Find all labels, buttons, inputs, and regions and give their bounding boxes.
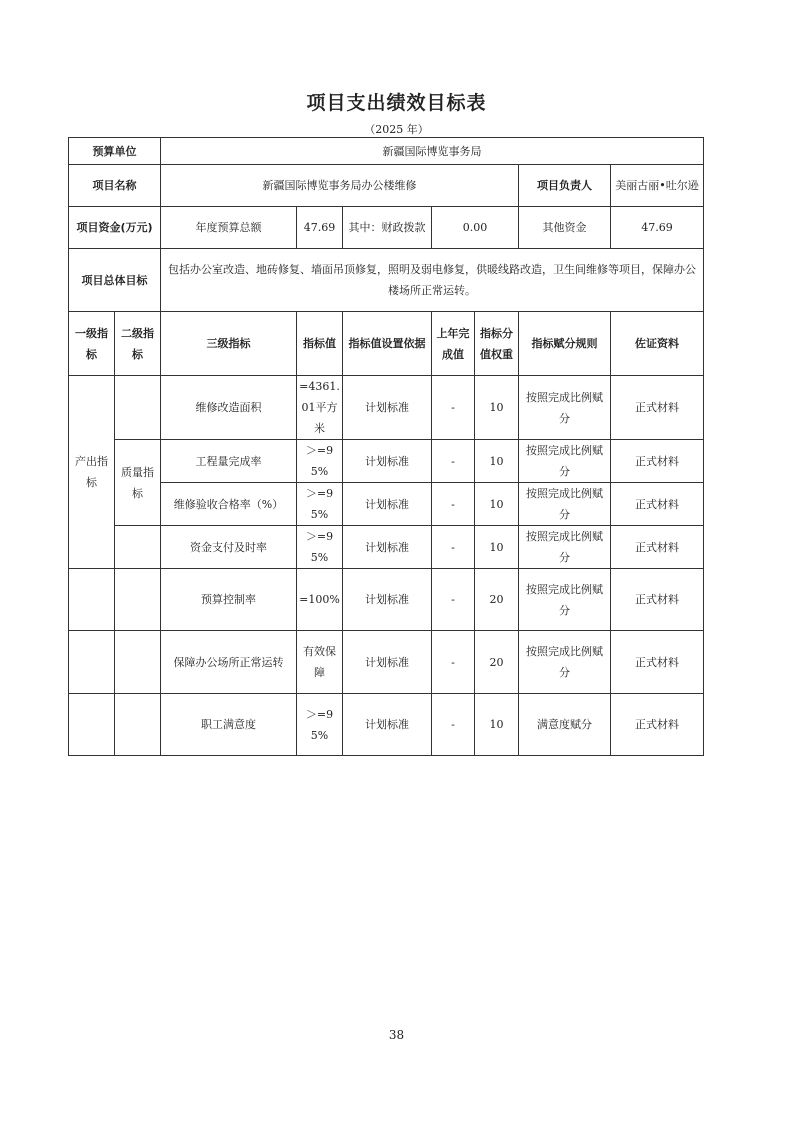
- fund-label: 项目资金(万元): [69, 207, 161, 249]
- col-value: 指标值: [297, 312, 343, 376]
- indicator-basis: 计划标准: [343, 483, 432, 526]
- table-row: [69, 376, 704, 440]
- indicator-evidence: 正式材料: [611, 440, 704, 483]
- table-row: [69, 631, 704, 694]
- level2-cell-empty: [115, 376, 161, 440]
- indicator-rule: 按照完成比例赋分: [519, 483, 611, 526]
- indicator-last-year: -: [432, 440, 475, 483]
- fiscal-label: 其中：财政拨款: [343, 207, 432, 249]
- page-number: 38: [388, 1028, 405, 1042]
- col-level2: 二级指标: [115, 312, 161, 376]
- project-name-label: 项目名称: [69, 165, 161, 207]
- level2-cell-empty: [115, 631, 161, 694]
- indicator-weight: 10: [475, 376, 519, 440]
- indicator-value: ＞=95%: [297, 694, 343, 756]
- other-funds-value: 47.69: [611, 207, 704, 249]
- project-owner-value: 美丽古丽•吐尔逊: [611, 165, 704, 207]
- indicator-last-year: -: [432, 631, 475, 694]
- indicator-last-year: -: [432, 526, 475, 569]
- table-row: [69, 483, 704, 526]
- indicator-weight: 10: [475, 694, 519, 756]
- indicator-basis: 计划标准: [343, 569, 432, 631]
- indicator-basis: 计划标准: [343, 526, 432, 569]
- indicator-rule: 满意度赋分: [519, 694, 611, 756]
- indicator-rule: 按照完成比例赋分: [519, 440, 611, 483]
- indicator-rule: 按照完成比例赋分: [519, 631, 611, 694]
- page-title: 项目支出绩效目标表: [306, 92, 487, 114]
- indicator-value: ＞=95%: [297, 483, 343, 526]
- fiscal-value: 0.00: [432, 207, 519, 249]
- indicator-basis: 计划标准: [343, 631, 432, 694]
- indicator-basis: 计划标准: [343, 376, 432, 440]
- indicator-last-year: -: [432, 483, 475, 526]
- indicator-name: 维修验收合格率（%）: [161, 483, 297, 526]
- goal-row: [69, 249, 704, 312]
- project-name-value: 新疆国际博览事务局办公楼维修: [161, 165, 519, 207]
- project-owner-label: 项目负责人: [519, 165, 611, 207]
- level2-cell: 质量指标: [115, 440, 161, 526]
- level2-cell-empty: [115, 569, 161, 631]
- indicator-evidence: 正式材料: [611, 376, 704, 440]
- indicator-basis: 计划标准: [343, 440, 432, 483]
- indicator-weight: 20: [475, 569, 519, 631]
- unit-value: 新疆国际博览事务局: [161, 138, 704, 165]
- table-row: [69, 526, 704, 569]
- indicator-weight: 20: [475, 631, 519, 694]
- indicator-weight: 10: [475, 440, 519, 483]
- performance-table: [68, 137, 704, 756]
- level1-cell-empty: [69, 569, 115, 631]
- unit-row: [69, 138, 704, 165]
- annual-budget-value: 47.69: [297, 207, 343, 249]
- table-row: [69, 440, 704, 483]
- level1-cell-empty: [69, 631, 115, 694]
- level2-cell-empty: [115, 694, 161, 756]
- indicator-last-year: -: [432, 694, 475, 756]
- indicator-name: 预算控制率: [161, 569, 297, 631]
- indicator-value: =100%: [297, 569, 343, 631]
- indicator-rule: 按照完成比例赋分: [519, 569, 611, 631]
- indicator-evidence: 正式材料: [611, 694, 704, 756]
- other-funds-label: 其他资金: [519, 207, 611, 249]
- indicator-value: =4361.01平方米: [297, 376, 343, 440]
- table-row: [69, 569, 704, 631]
- indicator-evidence: 正式材料: [611, 569, 704, 631]
- col-level1: 一级指标: [69, 312, 115, 376]
- indicator-value: ＞=95%: [297, 440, 343, 483]
- col-last-year: 上年完成值: [432, 312, 475, 376]
- indicator-basis: 计划标准: [343, 694, 432, 756]
- project-name-row: [69, 165, 704, 207]
- column-header-row: [69, 312, 704, 376]
- indicator-name: 职工满意度: [161, 694, 297, 756]
- fund-row: [69, 207, 704, 249]
- col-level3: 三级指标: [161, 312, 297, 376]
- indicator-name: 资金支付及时率: [161, 526, 297, 569]
- indicator-weight: 10: [475, 526, 519, 569]
- level1-cell: 产出指标: [69, 376, 115, 569]
- level2-cell-empty: [115, 526, 161, 569]
- col-weight: 指标分值权重: [475, 312, 519, 376]
- table-row: [69, 694, 704, 756]
- col-evidence: 佐证资料: [611, 312, 704, 376]
- indicator-evidence: 正式材料: [611, 526, 704, 569]
- unit-label: 预算单位: [69, 138, 161, 165]
- annual-budget-label: 年度预算总额: [161, 207, 297, 249]
- indicator-rule: 按照完成比例赋分: [519, 376, 611, 440]
- level1-cell-empty: [69, 694, 115, 756]
- indicator-name: 保障办公场所正常运转: [161, 631, 297, 694]
- indicator-evidence: 正式材料: [611, 631, 704, 694]
- indicator-weight: 10: [475, 483, 519, 526]
- indicator-value: 有效保障: [297, 631, 343, 694]
- col-rule: 指标赋分规则: [519, 312, 611, 376]
- indicator-value: ＞=95%: [297, 526, 343, 569]
- indicator-last-year: -: [432, 376, 475, 440]
- goal-text: 包括办公室改造、地砖修复、墙面吊顶修复，照明及弱电修复，供暖线路改造，卫生间维修等项目，保障办公楼场所正常运转。: [161, 249, 704, 312]
- indicator-name: 维修改造面积: [161, 376, 297, 440]
- goal-label: 项目总体目标: [69, 249, 161, 312]
- indicator-last-year: -: [432, 569, 475, 631]
- indicator-name: 工程量完成率: [161, 440, 297, 483]
- indicator-evidence: 正式材料: [611, 483, 704, 526]
- indicator-rule: 按照完成比例赋分: [519, 526, 611, 569]
- col-basis: 指标值设置依据: [343, 312, 432, 376]
- year-subtitle: （2025 年）: [364, 123, 429, 136]
